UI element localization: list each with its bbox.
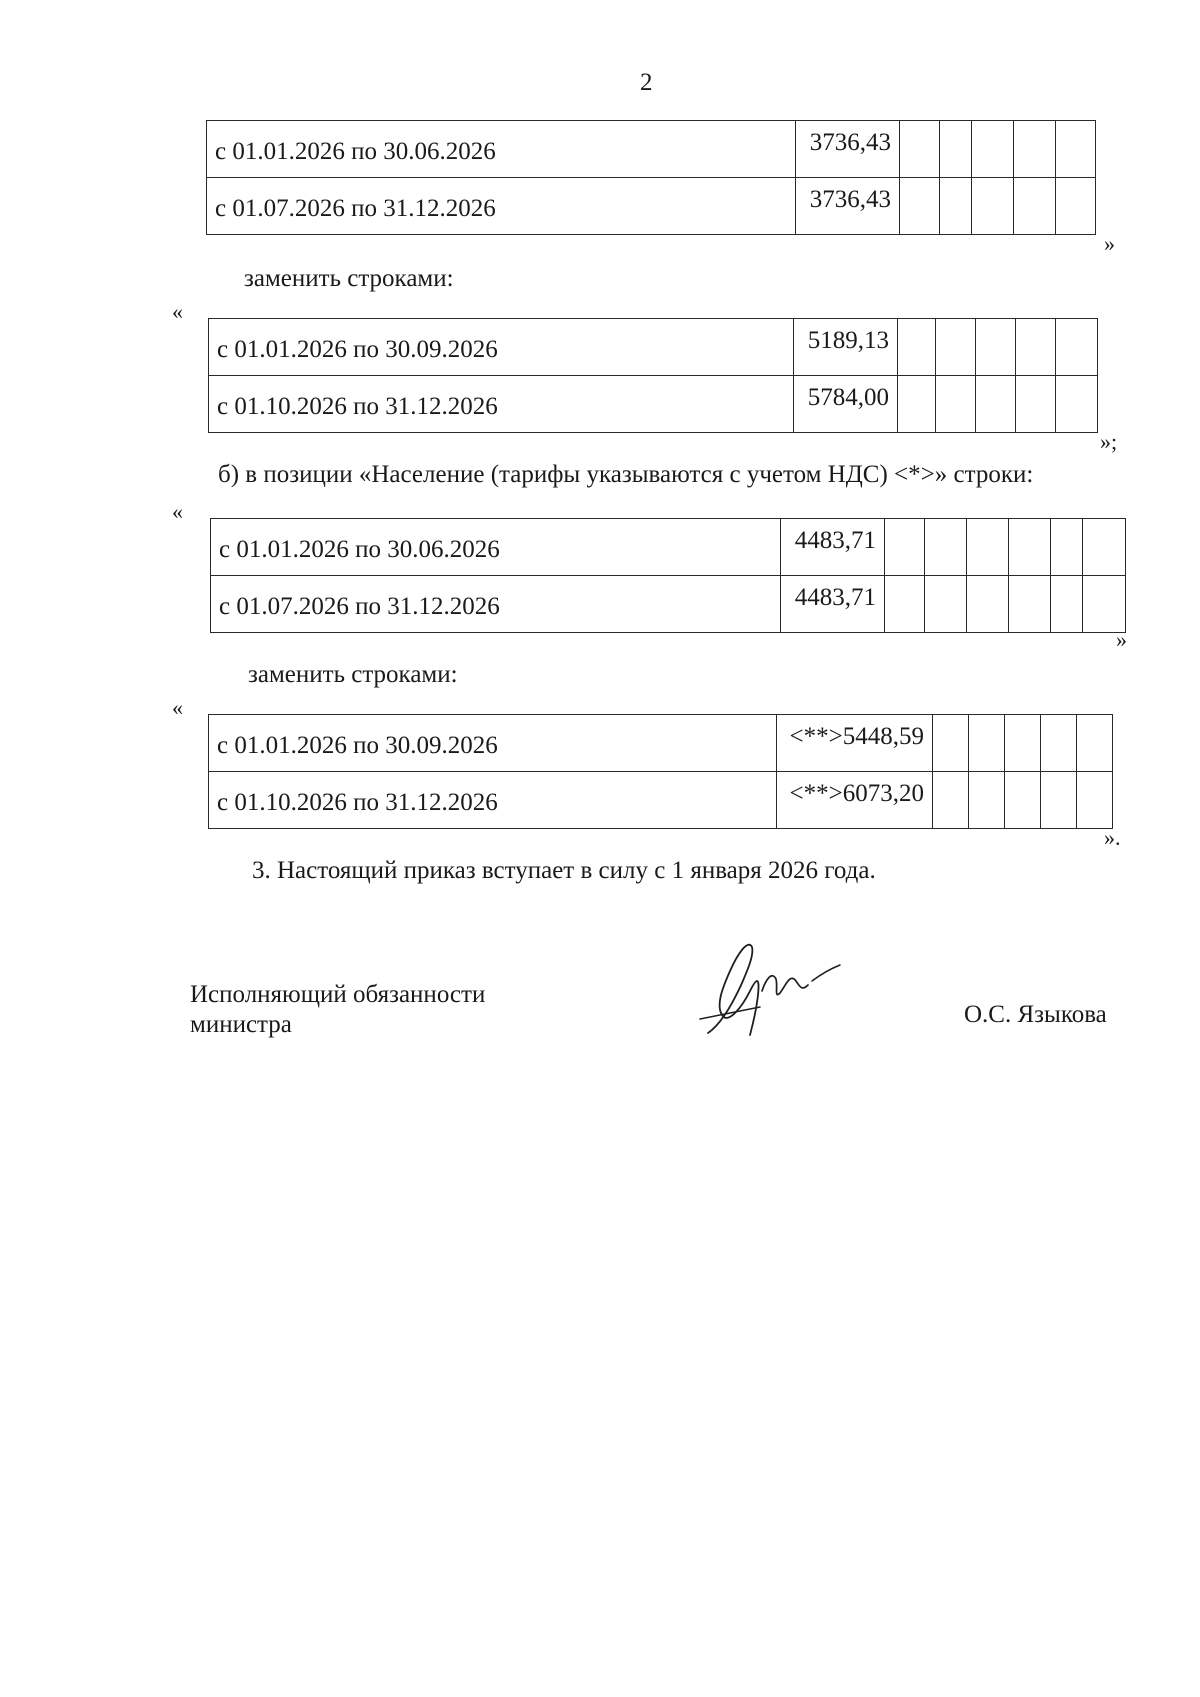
signatory-position-line1: Исполняющий обязанности — [190, 981, 486, 1008]
value-cell: 5189,13 — [794, 319, 898, 376]
empty-cell — [1056, 121, 1096, 178]
table-row — [211, 519, 1126, 576]
empty-cell — [1083, 519, 1126, 576]
empty-cell — [1056, 178, 1096, 235]
empty-cell — [967, 519, 1009, 576]
empty-cell — [967, 576, 1009, 633]
empty-cell — [1077, 715, 1113, 772]
open-quote: « — [172, 499, 183, 524]
empty-cell — [1051, 576, 1083, 633]
empty-cell — [1056, 319, 1098, 376]
item-b-text: б) в позиции «Население (тарифы указываются с учетом НДС) <*>» строки: — [218, 461, 1034, 488]
empty-cell — [972, 121, 1014, 178]
tariff-table-new-1 — [208, 318, 1098, 433]
empty-cell — [885, 576, 925, 633]
period-cell: с 01.07.2026 по 31.12.2026 — [207, 178, 796, 235]
close-quote: ». — [1104, 825, 1121, 850]
empty-cell — [900, 121, 940, 178]
empty-cell — [940, 121, 972, 178]
period-cell: с 01.01.2026 по 30.09.2026 — [209, 319, 794, 376]
empty-cell — [976, 376, 1016, 433]
empty-cell — [933, 715, 969, 772]
empty-cell — [976, 319, 1016, 376]
period-cell: с 01.07.2026 по 31.12.2026 — [211, 576, 781, 633]
close-quote: »; — [1100, 429, 1118, 454]
value-cell: <**>6073,20 — [777, 772, 933, 829]
empty-cell — [1016, 376, 1056, 433]
close-quote: » — [1116, 627, 1127, 652]
empty-cell — [898, 376, 936, 433]
replace-label: заменить строками: — [244, 265, 454, 292]
clause-3: 3. Настоящий приказ вступает в силу с 1 января 2026 года. — [252, 857, 876, 884]
empty-cell — [969, 715, 1005, 772]
empty-cell — [1005, 772, 1041, 829]
empty-cell — [925, 519, 967, 576]
page-number: 2 — [640, 69, 653, 96]
empty-cell — [1014, 178, 1056, 235]
value-cell: 4483,71 — [781, 519, 885, 576]
close-quote: » — [1104, 231, 1115, 256]
period-cell: с 01.01.2026 по 30.06.2026 — [211, 519, 781, 576]
open-quote: « — [172, 299, 183, 324]
empty-cell — [1009, 519, 1051, 576]
tariff-table-old-1 — [206, 120, 1096, 235]
empty-cell — [1051, 519, 1083, 576]
table-row — [209, 772, 1113, 829]
empty-cell — [1009, 576, 1051, 633]
empty-cell — [885, 519, 925, 576]
handwritten-signature — [690, 935, 850, 1045]
empty-cell — [1005, 715, 1041, 772]
empty-cell — [1041, 772, 1077, 829]
empty-cell — [940, 178, 972, 235]
empty-cell — [936, 319, 976, 376]
table-row — [209, 319, 1098, 376]
empty-cell — [1056, 376, 1098, 433]
empty-cell — [925, 576, 967, 633]
empty-cell — [933, 772, 969, 829]
empty-cell — [972, 178, 1014, 235]
period-cell: с 01.01.2026 по 30.06.2026 — [207, 121, 796, 178]
empty-cell — [969, 772, 1005, 829]
period-cell: с 01.10.2026 по 31.12.2026 — [209, 376, 794, 433]
empty-cell — [898, 319, 936, 376]
table-row — [207, 178, 1096, 235]
empty-cell — [1014, 121, 1056, 178]
value-cell: 3736,43 — [796, 178, 900, 235]
period-cell: с 01.10.2026 по 31.12.2026 — [209, 772, 777, 829]
empty-cell — [900, 178, 940, 235]
value-cell: <**>5448,59 — [777, 715, 933, 772]
value-cell: 3736,43 — [796, 121, 900, 178]
signatory-name: О.С. Языкова — [964, 1001, 1107, 1028]
empty-cell — [936, 376, 976, 433]
empty-cell — [1083, 576, 1126, 633]
empty-cell — [1016, 319, 1056, 376]
period-cell: с 01.01.2026 по 30.09.2026 — [209, 715, 777, 772]
value-cell: 4483,71 — [781, 576, 885, 633]
signatory-position-line2: министра — [190, 1011, 292, 1038]
open-quote: « — [172, 695, 183, 720]
empty-cell — [1077, 772, 1113, 829]
table-row — [211, 576, 1126, 633]
empty-cell — [1041, 715, 1077, 772]
replace-label: заменить строками: — [248, 661, 458, 688]
table-row — [209, 715, 1113, 772]
tariff-table-old-2 — [210, 518, 1126, 633]
table-row — [207, 121, 1096, 178]
tariff-table-new-2 — [208, 714, 1113, 829]
table-row — [209, 376, 1098, 433]
value-cell: 5784,00 — [794, 376, 898, 433]
